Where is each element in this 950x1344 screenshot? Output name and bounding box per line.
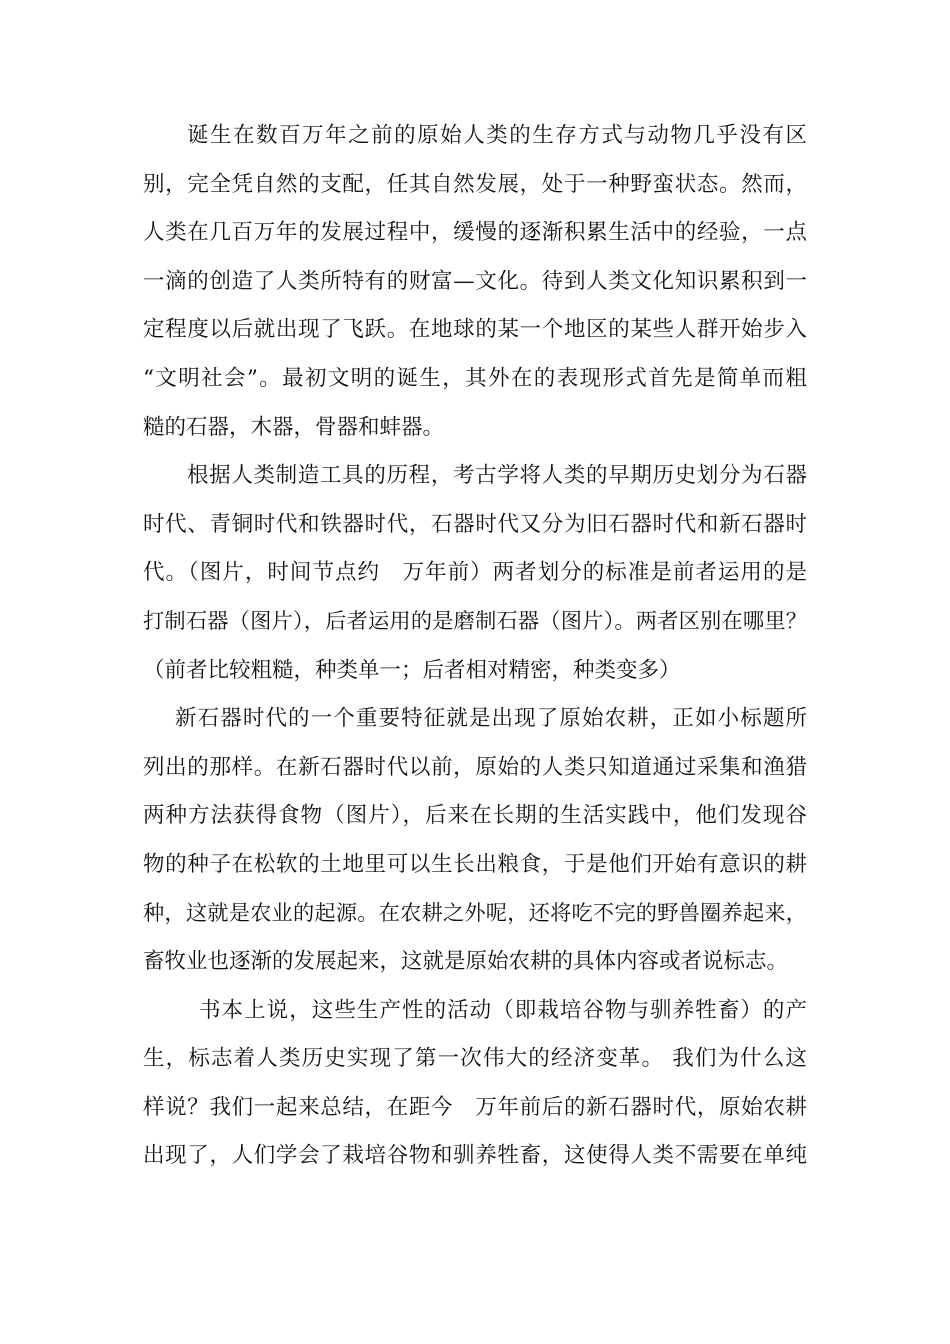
text-line: 打制石器（图片），后者运用的是磨制石器（图片）。两者区别在哪里？ <box>143 608 807 634</box>
paragraph-4 <box>143 987 807 1181</box>
paragraph-1 <box>143 112 807 452</box>
text-line: 种，这就是农业的起源。在农耕之外呢，还将吃不完的野兽圈养起来， <box>143 900 807 926</box>
text-line: 时代、青铜时代和铁器时代，石器时代又分为旧石器时代和新石器时 <box>143 511 807 537</box>
paragraph-2 <box>143 452 807 695</box>
text-line: （前者比较粗糙，种类单一；后者相对精密，种类变多） <box>143 657 681 683</box>
text-line: 一滴的创造了人类所特有的财富—文化。待到人类文化知识累积到一 <box>143 268 807 294</box>
text-line: 新石器时代的一个重要特征就是出现了原始农耕，正如小标题所 <box>175 706 807 732</box>
text-line: 诞生在数百万年之前的原始人类的生存方式与动物几乎没有区 <box>187 123 807 148</box>
text-line: 书本上说，这些生产性的活动（即栽培谷物与驯养牲畜）的产 <box>199 997 807 1023</box>
text-line: 样说？我们一起来总结，在距今 万年前后的新石器时代，原始农耕 <box>143 1094 807 1120</box>
text-line: 列出的那样。在新石器时代以前，原始的人类只知道通过采集和渔猎 <box>143 754 807 780</box>
text-line: 根据人类制造工具的历程，考古学将人类的早期历史划分为石器 <box>187 463 807 489</box>
text-line: 代。（图片，时间节点约 万年前）两者划分的标准是前者运用的是 <box>143 560 807 586</box>
text-line: “文明社会”。最初文明的诞生，其外在的表现形式首先是简单而粗 <box>143 365 807 391</box>
text-line: 生，标志着人类历史实现了第一次伟大的经济变革。 我们为什么这 <box>143 1046 807 1072</box>
text-line: 别，完全凭自然的支配，任其自然发展，处于一种野蛮状态。然而， <box>143 171 807 197</box>
text-line: 物的种子在松软的土地里可以生长出粮食，于是他们开始有意识的耕 <box>143 851 807 877</box>
paragraph-3 <box>143 695 807 987</box>
text-line: 畜牧业也逐渐的发展起来，这就是原始农耕的具体内容或者说标志。 <box>143 949 789 975</box>
text-line: 出现了，人们学会了栽培谷物和驯养牲畜，这使得人类不需要在单纯 <box>143 1143 807 1169</box>
text-line: 定程度以后就出现了飞跃。在地球的某一个地区的某些人群开始步入 <box>143 317 807 343</box>
text-line: 两种方法获得食物（图片），后来在长期的生活实践中，他们发现谷 <box>143 803 807 829</box>
text-line: 糙的石器，木器，骨器和蚌器。 <box>143 414 445 440</box>
document-body <box>143 112 807 1181</box>
text-line: 人类在几百万年的发展过程中，缓慢的逐渐积累生活中的经验，一点 <box>143 220 807 246</box>
